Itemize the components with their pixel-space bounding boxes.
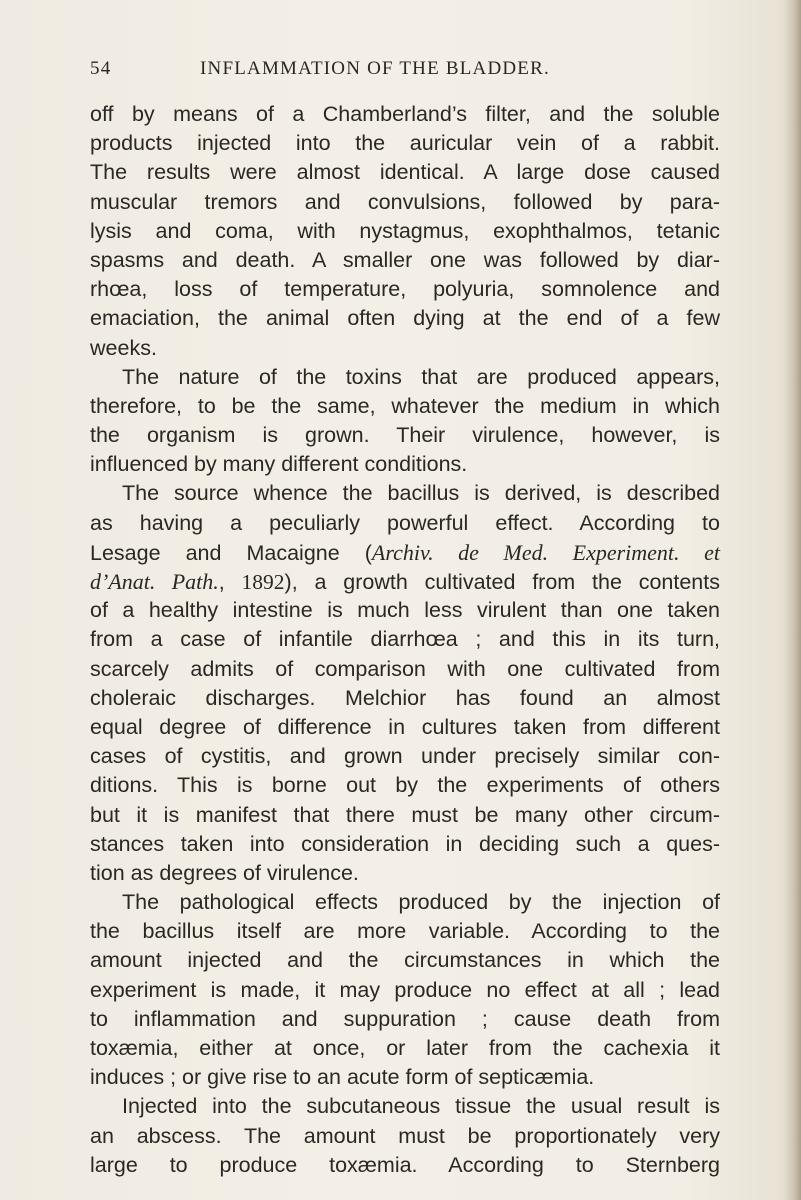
text-line: as having a peculiarly powerful effect. According to (90, 510, 720, 535)
page-edge-shadow (785, 0, 801, 1200)
text-line: experiment is made, it may produce no effect at all ; lead (90, 977, 720, 1002)
running-title: INFLAMMATION OF THE BLADDER. (200, 58, 550, 79)
citation-journal: Archiv. de Med. Experiment. et (371, 539, 720, 565)
text-line: emaciation, the animal often dying at the end of a few (90, 306, 720, 331)
text-line: products injected into the auricular vein of a rabbit. (90, 131, 720, 156)
text-line: but it is manifest that there must be many other circum- (90, 802, 720, 827)
text-line: therefore, to be the same, whatever the medium in which (90, 393, 720, 418)
text-line: The source whence the bacillus is derived, is described (122, 481, 720, 506)
text-fragment: Lesage and Macaigne ( (90, 540, 372, 565)
text-line: The results were almost identical. A large dose caused (90, 160, 720, 185)
text-line: spasms and death. A smaller one was followed by diar- (90, 247, 720, 272)
text-line: large to produce toxæmia. According to Sternberg (90, 1152, 720, 1177)
text-line: muscular tremors and convulsions, followed by para- (90, 189, 720, 214)
text-line: induces ; or give rise to an acute form of septicæmia. (90, 1065, 595, 1090)
text-fragment: ), a growth cultivated from the contents (284, 570, 720, 594)
text-line: tion as degrees of virulence. (90, 860, 359, 885)
citation-year: 1892 (241, 570, 285, 594)
text-line: lysis and coma, with nystagmus, exophthalmos, tetanic (90, 218, 720, 243)
body-text (90, 100, 720, 1180)
text-line: the bacillus itself are more variable. According to the (90, 919, 720, 944)
text-line: to inflammation and suppuration ; cause death from (90, 1006, 720, 1031)
text-line: stances taken into consideration in deciding such a ques- (90, 831, 720, 856)
text-line-citation (90, 538, 720, 567)
text-line: choleraic discharges. Melchior has found an almost (90, 685, 720, 710)
text-line: toxæmia, either at once, or later from the cachexia it (90, 1036, 720, 1060)
text-line: from a case of infantile diarrhœa ; and this in its turn, (90, 627, 720, 652)
text-line: cases of cystitis, and grown under precisely similar con- (90, 744, 720, 769)
text-line: weeks. (90, 335, 157, 360)
text-line: rhœa, loss of temperature, polyuria, somnolence and (90, 277, 720, 302)
text-line: The pathological effects produced by the injection of (122, 890, 720, 915)
text-line: scarcely admits of comparison with one cultivated from (90, 656, 720, 681)
text-line: ditions. This is borne out by the experiments of others (90, 773, 720, 798)
text-line: equal degree of difference in cultures taken from different (90, 714, 720, 739)
running-head (90, 58, 720, 84)
text-line: The nature of the toxins that are produced appears, (122, 364, 720, 389)
text-line: off by means of a Chamberland’s filter, and the soluble (90, 102, 720, 126)
text-line: influenced by many different conditions. (90, 452, 468, 477)
text-line: amount injected and the circumstances in which the (90, 948, 720, 973)
text-fragment: , (218, 570, 242, 594)
text-line: of a healthy intestine is much less virulent than one taken (90, 598, 720, 623)
citation-journal-cont: d’Anat. Path. (90, 569, 219, 594)
text-line: an abscess. The amount must be proportionately very (90, 1123, 720, 1148)
page-number: 54 (90, 58, 112, 79)
text-line: Injected into the subcutaneous tissue the usual result is (122, 1094, 720, 1119)
text-line-citation (90, 567, 720, 596)
text-line: the organism is grown. Their virulence, however, is (90, 423, 720, 448)
